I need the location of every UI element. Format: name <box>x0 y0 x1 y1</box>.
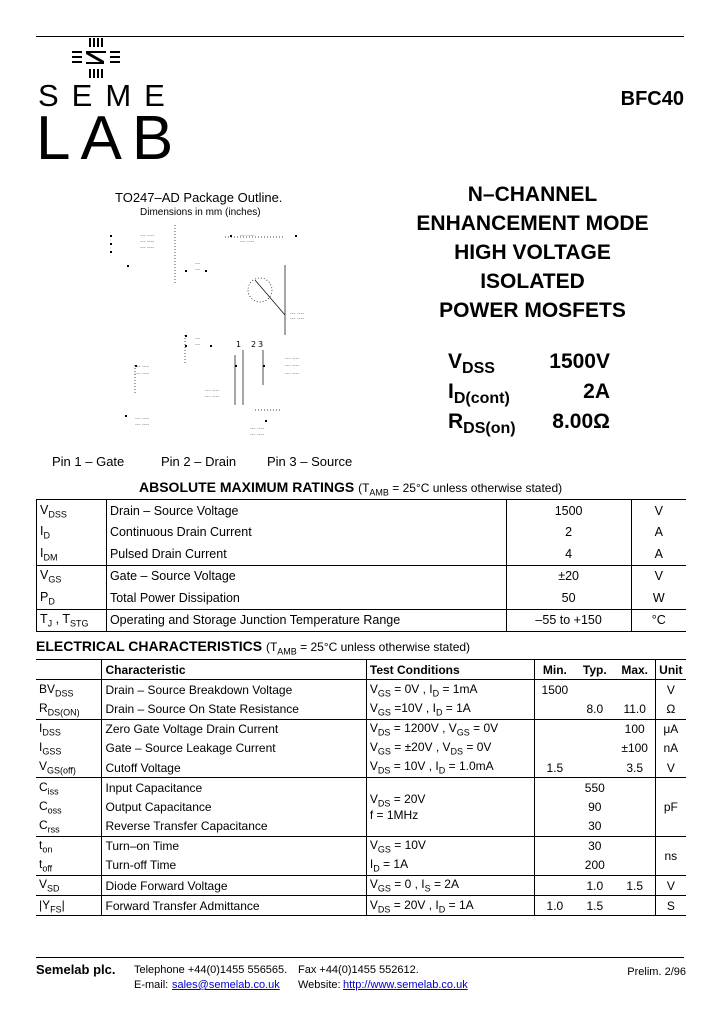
package-outline-drawing <box>105 225 335 440</box>
max-cell: 11.0 <box>615 699 655 719</box>
elec-table <box>36 659 686 916</box>
title-line: ENHANCEMENT MODE <box>416 212 649 235</box>
symbol-cell: $V_{GS}$ <box>37 565 107 587</box>
footer-phone: Telephone +44(0)1455 556565. <box>134 964 288 976</box>
pin2-label: Pin 2 – Drain <box>161 454 237 469</box>
max-cell <box>615 896 655 916</box>
footer-rule <box>36 957 684 958</box>
footer-email-link[interactable]: sales@semelab.co.uk <box>172 979 280 991</box>
symbol-cell: $C_{oss}$ <box>36 797 102 816</box>
table-row <box>37 609 687 632</box>
header-conditions: Test Conditions <box>366 660 534 680</box>
spec-id-symbol: $I_{D(cont)}$ <box>448 380 510 408</box>
svg-text:--- ----: --- ---- <box>285 363 300 369</box>
typ-cell <box>575 758 615 778</box>
footer-web-label: Website: <box>298 979 341 991</box>
svg-text:--- ----: --- ---- <box>135 422 150 428</box>
cond-cell: $V_{GS} = 0$ , $I_S = 2A$ <box>366 876 534 896</box>
device-title <box>400 180 665 325</box>
svg-text:--- ----: --- ---- <box>135 371 150 377</box>
svg-text:--- ----: --- ---- <box>140 239 155 245</box>
table-row <box>37 587 687 609</box>
min-cell <box>534 719 574 739</box>
min-cell <box>534 836 574 856</box>
table-row <box>36 896 686 916</box>
symbol-cell: $I_{DSS}$ <box>36 719 102 739</box>
unit-cell: W <box>631 587 686 609</box>
max-cell: 3.5 <box>615 758 655 778</box>
pin-3-number: 3 <box>258 340 264 349</box>
desc-cell: Turn-off Time <box>102 856 366 876</box>
package-subtitle: Dimensions in mm (inches) <box>140 207 261 218</box>
pin3-label: Pin 3 – Source <box>267 454 353 469</box>
header-blank <box>36 660 102 680</box>
desc-cell: Drain – Source On State Resistance <box>102 699 366 719</box>
symbol-cell: $C_{iss}$ <box>36 778 102 798</box>
footer-prelim: Prelim. 2/96 <box>627 966 686 978</box>
typ-cell <box>575 739 615 758</box>
table-row <box>36 876 686 896</box>
header-max: Max. <box>615 660 655 680</box>
min-cell: 1500 <box>541 682 569 697</box>
unit-cell: V <box>631 565 686 587</box>
desc-cell: Continuous Drain Current <box>106 522 506 544</box>
svg-text:--- ----: --- ---- <box>135 416 150 422</box>
svg-text:---: --- <box>195 336 201 342</box>
symbol-cell: $I_{GSS}$ <box>36 739 102 758</box>
value-cell: 2 <box>506 522 631 544</box>
pin1-label: Pin 1 – Gate <box>52 454 125 469</box>
table-row <box>36 719 686 739</box>
svg-text:---: --- <box>195 261 201 267</box>
footer-company: Semelab plc. <box>36 962 116 977</box>
desc-cell: Reverse Transfer Capacitance <box>102 817 366 837</box>
desc-cell: Drain – Source Breakdown Voltage <box>102 680 366 700</box>
max-cell <box>615 856 655 876</box>
svg-text:--- ----: --- ---- <box>285 371 300 377</box>
symbol-cell: $t_{off}$ <box>36 856 102 876</box>
cond-cell: $V_{GS} = 0V$ , $I_D = 1mA$ <box>366 680 534 700</box>
svg-text:--- ----: --- ---- <box>285 356 300 362</box>
desc-cell: Gate – Source Leakage Current <box>102 739 366 758</box>
max-cell <box>615 680 655 700</box>
table-row <box>36 856 686 876</box>
table-row <box>37 565 687 587</box>
svg-text:--- ----: --- ---- <box>135 364 150 370</box>
pin-1-number: 1 <box>236 340 242 349</box>
desc-cell: Forward Transfer Admittance <box>102 896 366 916</box>
symbol-cell: $V_{DSS}$ <box>37 500 107 522</box>
svg-text:--- ----: --- ---- <box>240 239 255 245</box>
table-row <box>36 836 686 856</box>
symbol-cell: $|Y_{FS}|$ <box>36 896 102 916</box>
typ-cell: 30 <box>588 839 602 854</box>
typ-cell: 200 <box>584 858 605 873</box>
desc-cell: Drain – Source Voltage <box>106 500 506 522</box>
table-row <box>37 543 687 565</box>
unit-cell: ns <box>664 848 678 863</box>
cond-cell: $V_{GS} = 10V$ <box>366 836 534 856</box>
footer-web-link[interactable]: http://www.semelab.co.uk <box>343 979 468 991</box>
typ-cell: 550 <box>584 780 605 795</box>
spec-id-value: 2A <box>583 380 610 403</box>
unit-cell: A <box>631 522 686 544</box>
unit-cell: S <box>666 898 675 913</box>
value-cell: 4 <box>506 543 631 565</box>
symbol-cell: $I_D$ <box>37 522 107 544</box>
desc-cell: Cutoff Voltage <box>102 758 366 778</box>
svg-text:--- ----: --- ---- <box>240 233 255 239</box>
svg-text:--- ----: --- ---- <box>250 426 265 432</box>
symbol-cell: $V_{GS(off)}$ <box>36 758 102 778</box>
footer-fax: Fax +44(0)1455 552612. <box>298 964 419 976</box>
svg-text:--- ----: --- ---- <box>205 394 220 400</box>
unit-cell: V <box>666 878 675 893</box>
symbol-cell: $P_D$ <box>37 587 107 609</box>
table-row <box>36 797 686 816</box>
value-cell: –55 to +150 <box>506 609 631 632</box>
typ-cell: 8.0 <box>586 701 604 716</box>
title-line: POWER MOSFETS <box>439 299 626 322</box>
unit-cell: °C <box>631 609 686 632</box>
title-line: HIGH VOLTAGE <box>454 241 611 264</box>
cond-cell: $V_{DS} = 20V$ , $I_D = 1A$ <box>366 896 534 916</box>
svg-text:--- ----: --- ---- <box>205 388 220 394</box>
value-cell: ±20 <box>506 565 631 587</box>
header-typ: Typ. <box>582 662 607 677</box>
min-cell <box>534 778 574 798</box>
footer-email-label: E-mail: <box>134 979 169 991</box>
symbol-cell: $I_{DM}$ <box>37 543 107 565</box>
header-unit: Unit <box>659 662 683 677</box>
table-row <box>36 739 686 758</box>
max-cell: ±100 <box>615 739 655 758</box>
spec-vdss-symbol: $V_{DSS}$ <box>448 350 495 378</box>
title-line: ISOLATED <box>480 270 585 293</box>
value-cell: 50 <box>506 587 631 609</box>
unit-cell: V <box>666 682 675 697</box>
svg-text:--- ----: --- ---- <box>250 432 265 438</box>
desc-cell: Output Capacitance <box>102 797 366 816</box>
unit-cell: V <box>666 760 675 775</box>
desc-cell: Turn–on Time <box>102 836 366 856</box>
unit-cell: nA <box>663 741 679 756</box>
value-cell: 1500 <box>506 500 631 522</box>
svg-text:--- ----: --- ---- <box>140 233 155 239</box>
typ-cell <box>575 680 615 700</box>
min-cell <box>534 797 574 816</box>
max-cell <box>615 778 655 798</box>
cond-cell: $V_{GS} = \pm 20V$ , $V_{DS} = 0V$ <box>366 739 534 758</box>
max-cell: 100 <box>615 719 655 739</box>
unit-cell: μA <box>663 722 679 737</box>
symbol-cell: $V_{SD}$ <box>36 876 102 896</box>
typ-cell <box>575 719 615 739</box>
table-row <box>37 500 687 522</box>
min-cell <box>534 739 574 758</box>
table-row <box>36 758 686 778</box>
min-cell <box>534 699 574 719</box>
min-cell: 1.5 <box>546 760 564 775</box>
unit-cell: A <box>631 543 686 565</box>
typ-cell: 1.0 <box>586 878 604 893</box>
cond-cell: $V_{DS} = 1200V$ , $V_{GS} = 0V$ <box>366 719 534 739</box>
max-cell: 1.5 <box>615 876 655 896</box>
svg-text:---: --- <box>195 342 201 348</box>
unit-cell: pF <box>663 799 678 814</box>
part-number: BFC40 <box>620 88 684 110</box>
spec-rds-symbol: $R_{DS(on)}$ <box>448 410 516 438</box>
min-cell: 1.0 <box>546 898 564 913</box>
abs-max-table <box>36 499 686 632</box>
cap-cond-line2: f = 1MHz <box>369 808 419 823</box>
symbol-cell: $C_{rss}$ <box>36 817 102 837</box>
pin-2-number: 2 <box>251 340 257 349</box>
desc-cell: Diode Forward Voltage <box>102 876 366 896</box>
min-cell <box>534 856 574 876</box>
desc-cell: Input Capacitance <box>102 778 366 798</box>
title-line: N–CHANNEL <box>467 183 598 206</box>
cond-cell <box>366 778 534 837</box>
svg-text:--- ----: --- ---- <box>140 245 155 251</box>
desc-cell: Operating and Storage Junction Temperature Range <box>106 609 506 632</box>
desc-cell: Total Power Dissipation <box>106 587 506 609</box>
unit-cell: Ω <box>666 701 676 716</box>
cond-cell: $V_{DS} = 10V$ , $I_D = 1.0mA$ <box>366 758 534 778</box>
typ-cell: 30 <box>588 819 602 834</box>
table-row <box>36 817 686 837</box>
spec-vdss-value: 1500V <box>549 350 610 373</box>
cap-cond-line1: $V_{DS} = 20V$ <box>369 791 426 809</box>
min-cell <box>534 876 574 896</box>
typ-cell: 90 <box>588 799 602 814</box>
table-row <box>37 522 687 544</box>
max-cell <box>615 797 655 816</box>
symbol-cell: $T_J$ , $T_{STG}$ <box>37 609 107 632</box>
svg-text:---: --- <box>195 267 201 273</box>
svg-text:--- ----: --- ---- <box>290 311 305 317</box>
desc-cell: Zero Gate Voltage Drain Current <box>102 719 366 739</box>
elec-heading: ELECTRICAL CHARACTERISTICS ($T_{AMB} = 25^\circ C$ unless otherwise stated) <box>36 638 471 657</box>
symbol-cell: $R_{DS(ON)}$ <box>36 699 102 719</box>
header-min: Min. <box>542 662 567 677</box>
package-title: TO247–AD Package Outline. <box>115 190 283 205</box>
desc-cell: Pulsed Drain Current <box>106 543 506 565</box>
min-cell <box>534 817 574 837</box>
logo-text-seme: SEME <box>38 78 178 113</box>
cond-cell: $V_{GS} =10V$ , $I_D = 1A$ <box>366 699 534 719</box>
header-characteristic: Characteristic <box>102 660 366 680</box>
max-cell <box>615 836 655 856</box>
table-row <box>36 699 686 719</box>
cond-cell: $I_D = 1A$ <box>366 856 534 876</box>
symbol-cell: $BV_{DSS}$ <box>36 680 102 700</box>
desc-cell: Gate – Source Voltage <box>106 565 506 587</box>
table-row <box>36 680 686 700</box>
logo-text-lab: LAB <box>36 104 184 173</box>
svg-text:--- ----: --- ---- <box>290 316 305 322</box>
typ-cell: 1.5 <box>586 898 604 913</box>
unit-cell: V <box>631 500 686 522</box>
symbol-cell: $t_{on}$ <box>36 836 102 856</box>
abs-max-heading: ABSOLUTE MAXIMUM RATINGS ($T_{AMB} = 25^\circ C$ unless otherwise stated) <box>139 479 563 498</box>
table-header-row <box>36 660 686 680</box>
max-cell <box>615 817 655 837</box>
spec-rds-value: 8.00Ω <box>552 410 610 433</box>
table-row <box>36 778 686 798</box>
